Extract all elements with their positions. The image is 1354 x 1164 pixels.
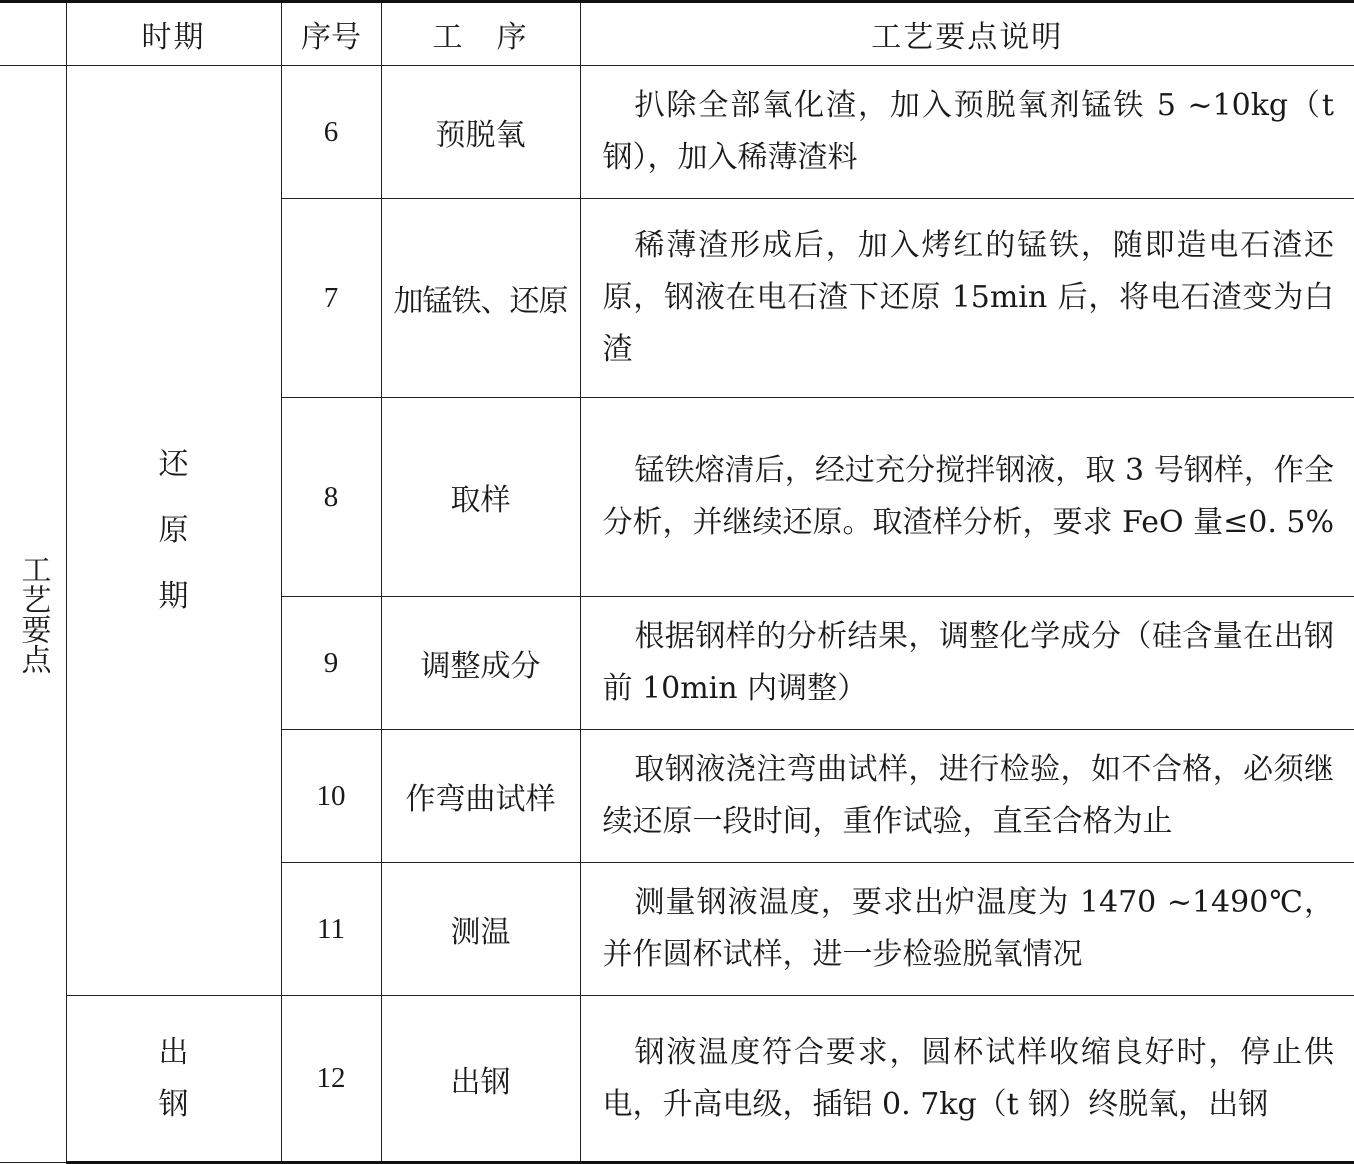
table-row xyxy=(0,996,1354,1163)
process-cell: 调整成分 xyxy=(381,597,580,730)
header-row xyxy=(0,2,1354,66)
description-text: 钢液温度符合要求，圆杯试样收缩良好时，停止供电，升高电级，插铝 0. 7kg（t 钢）终脱氧，出钢 xyxy=(602,1034,1334,1122)
period-tapping-char: 钢 xyxy=(158,1086,189,1122)
period-reduction-char: 还 xyxy=(158,446,189,482)
period-reduction-char: 期 xyxy=(158,578,189,614)
description-text: 根据钢样的分析结果，调整化学成分（硅含量在出钢前 10min 内调整） xyxy=(602,619,1334,706)
description-cell xyxy=(580,66,1354,199)
description-cell xyxy=(580,996,1354,1163)
description-cell xyxy=(580,597,1354,730)
seq-cell: 9 xyxy=(281,597,381,730)
description-text: 扒除全部氧化渣，加入预脱氧剂锰铁 5 ~10kg（t 钢），加入稀薄渣料 xyxy=(602,88,1334,175)
table-row xyxy=(0,66,1354,199)
category-cell xyxy=(0,66,66,1163)
header-category xyxy=(0,2,66,66)
period-tapping-char: 出 xyxy=(158,1034,189,1070)
description-text: 测量钢液温度，要求出炉温度为 1470 ~1490℃，并作圆杯试样，进一步检验脱氧情况 xyxy=(602,885,1334,972)
description-cell xyxy=(580,398,1354,597)
seq-cell: 7 xyxy=(281,199,381,398)
header-description: 工艺要点说明 xyxy=(580,2,1354,66)
seq-cell: 8 xyxy=(281,398,381,597)
process-cell: 出钢 xyxy=(381,996,580,1163)
description-cell xyxy=(580,863,1354,996)
description-text: 锰铁熔清后，经过充分搅拌钢液，取 3 号钢样，作全分析，并继续还原。取渣样分析，要求 FeO 量≤0. 5% xyxy=(602,453,1334,540)
description-text: 取钢液浇注弯曲试样，进行检验，如不合格，必须继续还原一段时间，重作试验，直至合格为止 xyxy=(602,752,1334,839)
seq-cell: 12 xyxy=(281,996,381,1163)
category-label: 工艺要点 xyxy=(15,554,51,674)
header-process: 工 序 xyxy=(381,2,580,66)
process-cell: 取样 xyxy=(381,398,580,597)
process-cell: 作弯曲试样 xyxy=(381,730,580,863)
description-cell xyxy=(580,199,1354,398)
period-reduction-cell xyxy=(66,66,281,996)
seq-cell: 11 xyxy=(281,863,381,996)
process-cell: 加锰铁、还原 xyxy=(381,199,580,398)
process-cell: 预脱氧 xyxy=(381,66,580,199)
seq-cell: 10 xyxy=(281,730,381,863)
seq-cell: 6 xyxy=(281,66,381,199)
period-reduction-char: 原 xyxy=(158,512,189,548)
description-text: 稀薄渣形成后，加入烤红的锰铁，随即造电石渣还原，钢液在电石渣下还原 15min 后，将电石渣变为白渣 xyxy=(602,228,1334,367)
description-cell xyxy=(580,730,1354,863)
header-seq: 序号 xyxy=(281,2,381,66)
header-period: 时期 xyxy=(66,2,281,66)
period-tapping-cell xyxy=(66,996,281,1163)
process-cell: 测温 xyxy=(381,863,580,996)
